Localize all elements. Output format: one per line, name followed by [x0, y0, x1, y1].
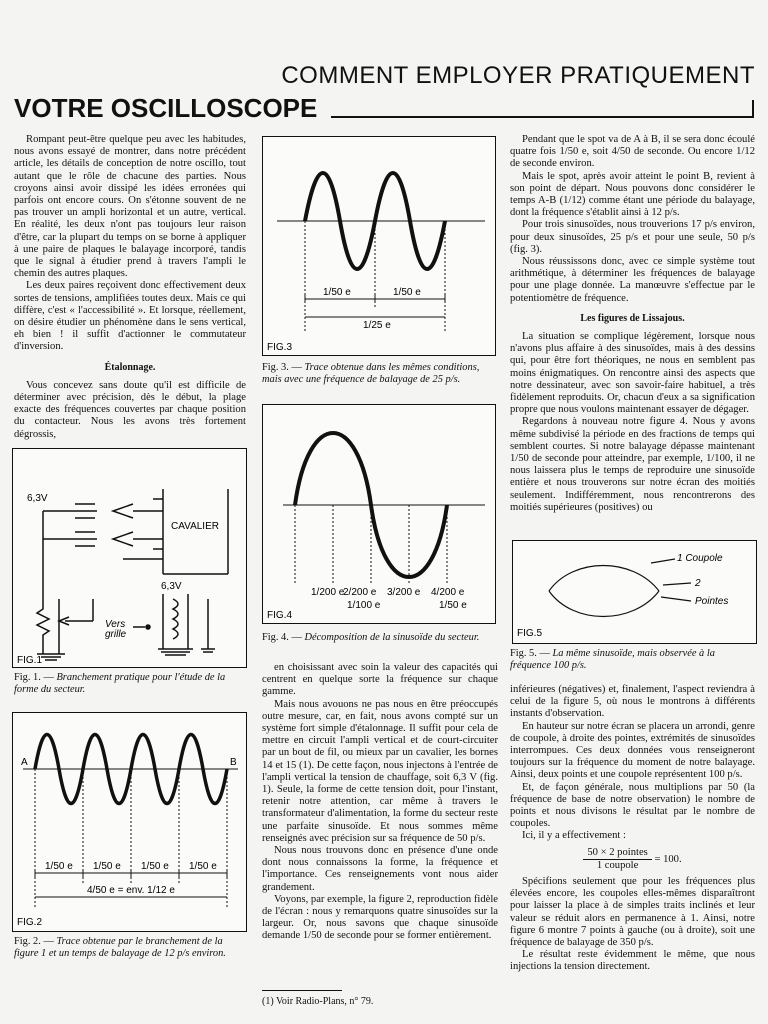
- fig3-total: 1/25 e: [363, 320, 391, 331]
- formula-numerator: 50 × 2 pointes: [583, 847, 651, 860]
- fig1-label-grille: grille: [105, 629, 127, 640]
- fig5-label-coupole: 1 Coupole: [677, 553, 723, 564]
- title-line-2: VOTRE OSCILLOSCOPE: [14, 93, 318, 123]
- fig2-t1: 1/50 e: [45, 861, 73, 872]
- paragraph: Le résultat reste évidemment le même, que nous injections la tension directement.: [510, 949, 755, 973]
- fig2-point-a: A: [21, 757, 28, 768]
- fig1-label-vers: Vers: [105, 619, 126, 630]
- fig2-t3: 1/50 e: [141, 861, 169, 872]
- footnote-rule: [262, 990, 342, 991]
- figure-4-caption: [262, 632, 498, 644]
- fig4-t2b: 1/100 e: [347, 600, 381, 611]
- figure-2-trace: [12, 712, 247, 932]
- fig2-total: 4/50 e = env. 1/12 e: [87, 885, 175, 896]
- figure-3-trace: [262, 136, 496, 356]
- formula: [510, 847, 755, 872]
- caption-lead: Fig. 1. —: [14, 672, 54, 683]
- fig4-t4b: 1/50 e: [439, 600, 467, 611]
- caption-text: Décomposition de la sinusoïde du secteur.: [304, 632, 480, 643]
- formula-fraction: [583, 847, 651, 872]
- caption-text: Trace obtenue dans les mêmes conditions, mais avec une fréquence de balayage de 25 p/s.: [262, 362, 480, 385]
- fig5-label: FIG.5: [517, 628, 543, 639]
- paragraph: Pendant que le spot va de A à B, il se sera donc écoulé quatre fois 1/50 e, soit 4/50 de seconde. Ou encore 1/12 de seconde environ.: [510, 134, 755, 170]
- paragraph: Nous nous trouvons donc en présence d'une onde dont nous connaissons la forme, la fréquence et l'importance. Ces renseignements vont nous aider grandement.: [262, 845, 498, 893]
- paragraph: En hauteur sur notre écran se placera un arrondi, genre de coupole, à droite des pointes, extrémités de sinusoïdes interrompues. Ces deux données vous renseigneront toujours sur la fréquence du moment de notre balayage. Ainsi, deux points et une coupole représentent 100 p/s.: [510, 720, 755, 781]
- title-rule-end: [752, 100, 754, 118]
- paragraph: Mais nous avouons ne pas nous en être préoccupés outre mesure, car, en fait, nous avons compté sur un système fort simple d'étalonnage. Il suffit pour cela de mettre en circuit l'ampli vertical et de court-circuiter par un bout de fil, ou mieux par un cavalier, les bornes 14 et 15 (1). De cette façon, nous injectons à l'entrée de l'ampli vertical la tension de chauffage, soit 6,3 V (fig. 1). Seule, la forme de cette tension doit, pour l'instant, retenir notre attention, car même à travers le transformateur d'alimentation, la forme du secteur reste une parfaite sinusoïde. Et nous sommes même renseignés avec précision sur sa fréquence de 50 p/s.: [262, 698, 498, 844]
- figure-1-caption: [14, 672, 246, 695]
- column-2-text: [262, 662, 498, 943]
- paragraph: Spécifions seulement que pour les fréquences plus élevées encore, les coupoles elles-mêmes disparaîtront pour laisser la place à de simples traits inclinés et leur valeur se réduit alors en permanence à 1. Ainsi, notre figure 6 montre 7 points à gauche (ou à droite), soit une fréquence de balayage de 350 p/s.: [510, 876, 755, 949]
- fig3-t1: 1/50 e: [323, 287, 351, 298]
- title-line-1: COMMENT EMPLOYER PRATIQUEMENT: [281, 62, 755, 89]
- figure-5-drawing: [513, 541, 756, 643]
- paragraph: en choisissant avec soin la valeur des capacités qui centrent en quelque sorte la fréquence sur chaque gamme.: [262, 662, 498, 698]
- paragraph: Nous réussissons donc, avec ce simple système tout arithmétique, à déterminer les fréquences de balayage pour une plage donnée. La manœuvre s'effectue par le potentiomètre de fréquence.: [510, 256, 755, 304]
- formula-denominator: 1 coupole: [596, 859, 639, 871]
- caption-lead: Fig. 2. —: [14, 936, 54, 947]
- caption-text: Trace obtenue par le branchement de la figure 1 et un temps de balayage de 12 p/s environ.: [14, 936, 226, 959]
- paragraph: Pour trois sinusoïdes, nous trouverions 17 p/s environ, pour deux sinusoïdes, 25 p/s et pour une seule, 50 p/s (fig. 3).: [510, 219, 755, 255]
- figure-5-caption: [510, 648, 755, 671]
- column-1-text: [14, 134, 246, 441]
- column-3-text-lower: [510, 684, 755, 974]
- caption-text: Branchement pratique pour l'étude de la forme du secteur.: [14, 672, 226, 695]
- fig2-t2: 1/50 e: [93, 861, 121, 872]
- caption-lead: Fig. 5. —: [510, 648, 550, 659]
- paragraph: Rompant peut-être quelque peu avec les habitudes, nous avons essayé de montrer, dans notre précédent article, les détails de conception de notre oscillo, tout autant que le rôle de chacune des parties. Nous croyons ainsi avoir dissipé les idées erronées qui parfois ont encore cours. On s'étonne souvent de ne pas trouver un ampli horizontal et un autre, vertical. En réalité, les deux n'ont pas toujours leur raison d'être, car la plupart du temps on se borne à appliquer à une paire de plaques le balayage incorporé, tandis que le signal à étudier prend à travers l'ampli le chemin des autres plaques.: [14, 134, 246, 280]
- paragraph: Et, de façon générale, nous multiplions par 50 (la fréquence de base de notre observation) le nombre de points et nous divisons le résultat par le nombre de coupoles.: [510, 781, 755, 830]
- paragraph: Mais le spot, après avoir atteint le point B, revient à son point de départ. Nous pouvons donc considérer le temps A-B (1/12) comme étant une période du balayage, dont la fréquence s'établit ainsi à 12 p/s.: [510, 170, 755, 219]
- fig1-label: FIG.1: [17, 655, 43, 666]
- paragraph: Les deux paires reçoivent donc effectivement deux sortes de tensions, amplifiées toutes deux. Mais ce qui diffère, c'est « l'accessibilité ». Et lorsque, réellement, on désire étudier un phénomène dans le sens vertical, eh bien ! il suffit d'actionner le commutateur d'inversion.: [14, 280, 246, 353]
- fig5-label-pointes: Pointes: [695, 596, 729, 607]
- fig2-label: FIG.2: [17, 917, 43, 928]
- figure-2-caption: [14, 936, 246, 959]
- fig4-label: FIG.4: [267, 610, 293, 621]
- column-3-text-upper: [510, 134, 755, 514]
- paragraph: inférieures (négatives) et, finalement, l'aspect reviendra à celui de la figure 5, où nous le montrons à différents instants d'observation.: [510, 684, 755, 720]
- caption-lead: Fig. 4. —: [262, 632, 302, 643]
- paragraph: Vous concevez sans doute qu'il est difficile de déterminer avec précision, dès le début, la plage exacte des fréquences couvertes par chaque position du contacteur. Nous les avons très fortement dégrossis,: [14, 379, 246, 440]
- figure-5-trace: [512, 540, 757, 644]
- figure-4-drawing: [263, 405, 495, 623]
- fig5-label-two: 2: [695, 578, 701, 589]
- fig2-t4: 1/50 e: [189, 861, 217, 872]
- fig4-t1: 1/200 e: [311, 587, 345, 598]
- caption-lead: Fig. 3. —: [262, 362, 302, 373]
- fig3-label: FIG.3: [267, 342, 293, 353]
- section-heading-etalonnage: Étalonnage.: [104, 361, 156, 373]
- fig1-label-cavalier: CAVALIER: [171, 521, 219, 532]
- paragraph: Voyons, par exemple, la figure 2, reproduction fidèle de l'écran : nous y remarquons quatre sinusoïdes sur la largeur. Or, nous savons que chaque sinusoïde demande 1/50 de seconde pour se former entièrement.: [262, 893, 498, 942]
- fig4-t3: 3/200 e: [387, 587, 421, 598]
- title-rule: [331, 116, 752, 118]
- title-line-2-row: [14, 94, 754, 124]
- figure-3-drawing: [263, 137, 495, 355]
- figure-3-caption: [262, 362, 498, 385]
- fig4-t2: 2/200 e: [343, 587, 377, 598]
- fig4-t4: 4/200 e: [431, 587, 465, 598]
- paragraph: La situation se complique légèrement, lorsque nous n'avons plus affaire à des sinusoïdes, mais à des dessins qui, pour être fort théoriques, ne nous en semblent pas moins énigmatiques. On rencontre ainsi des aspects que notre dessinateur, avec son savoir-faire habituel, a très fidèlement reproduits. Or, chacun d'eux a sa signification propre que nous voulons maintenant essayer de dégager.: [510, 331, 755, 416]
- fig1-label-6v3-top: 6,3V: [27, 493, 48, 504]
- footnote: (1) Voir Radio-Plans, n° 79.: [262, 996, 374, 1007]
- figure-2-drawing: [13, 713, 246, 931]
- caption-text: La même sinusoïde, mais observée à la fréquence 100 p/s.: [510, 648, 715, 671]
- section-heading-lissajous: Les figures de Lissajous.: [580, 312, 685, 324]
- fig1-label-6v3-bottom: 6,3V: [161, 581, 182, 592]
- paragraph: Regardons à nouveau notre figure 4. Nous y avons même subdivisé la période en des fractions de temps qui semblent courtes. Si notre balayage dépasse maintenant 1/50 de seconde pour atteindre, par exemple, 1/100, il ne nous laissera plus le temps de reproduire une sinusoïde entière et nous trouverons sur notre écran des moitiés seulement. Indifféremment, nous rencontrerons des moitiés supérieures (positives) ou: [510, 416, 755, 513]
- paragraph: Ici, il y a effectivement :: [522, 830, 626, 842]
- fig2-point-b: B: [230, 757, 237, 768]
- figure-4-trace: [262, 404, 496, 624]
- formula-result: = 100.: [654, 853, 682, 865]
- figure-1-schematic: [12, 448, 247, 668]
- fig3-t2: 1/50 e: [393, 287, 421, 298]
- figure-1-drawing: [13, 449, 246, 667]
